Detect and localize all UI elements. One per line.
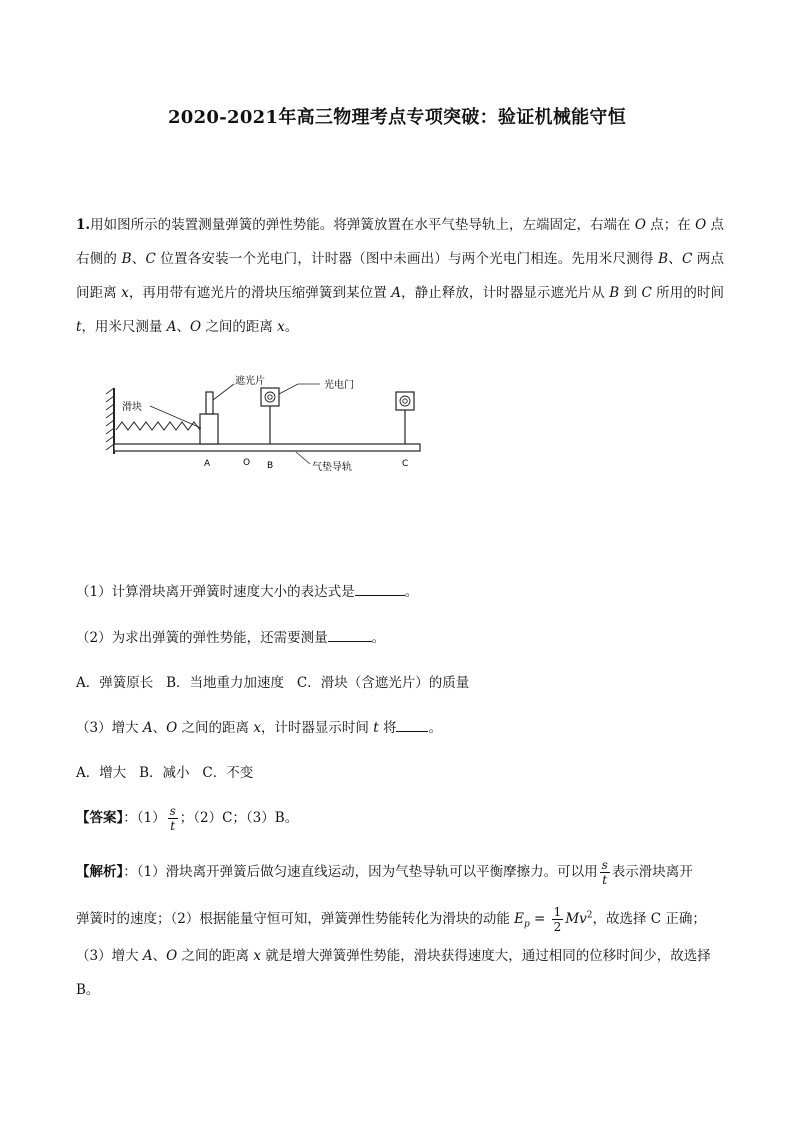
- analysis-label: 【解析】: [76, 864, 124, 880]
- slider-block: [200, 414, 218, 444]
- shading-plate: [206, 392, 213, 414]
- question-number: 1.: [76, 217, 91, 233]
- spring: [116, 422, 200, 430]
- answer-line: 【答案】：（1） $\frac{s}{t}$ ；（2）C；（3）B。: [76, 804, 299, 833]
- gate-b: [261, 388, 279, 406]
- sub-question-1: （1）计算滑块离开弹簧时速度大小的表达式是 。: [76, 580, 418, 600]
- answer-blank-1: [355, 581, 405, 596]
- wall-hatch: [106, 388, 114, 450]
- track-label: 气垫导轨: [312, 462, 352, 473]
- point-c-label: C: [402, 459, 409, 469]
- point-o-label: O: [243, 458, 251, 468]
- slider-label: 滑块: [122, 402, 142, 413]
- sub-question-2: （2）为求出弹簧的弹性势能，还需要测量 。: [76, 626, 385, 646]
- options-3: A．增大 B．减小 C．不变: [76, 765, 254, 781]
- options-2: A．弹簧原长 B．当地重力加速度 C．滑块（含遮光片）的质量: [76, 675, 470, 691]
- page-title: 2020-2021年高三物理考点专项突破：验证机械能守恒: [167, 107, 627, 128]
- question-stem: 1.用如图所示的装置测量弹簧的弹性势能。将弹簧放置在水平气垫导轨上，左端固定，右端在 O 点；在 O 点右侧的 B、C 位置各安装一个光电门，计时器（图中未画出）与两个光电门相连。先用米尺测得 B、C 两点间距离 x，再用带有遮光片的滑块压缩弹簧到某位置 A，静止释放，计时器显示遮光片从 B 到 C 所用的时间 t，用米尺测量 A、O 之间的距离 x。: [76, 217, 725, 335]
- answer-blank-2: [328, 627, 372, 642]
- analysis-line-1: 【解析】：（1）滑块离开弹簧后做匀速直线运动，因为气垫导轨可以平衡摩擦力。可以用 $\frac{s}{t}$ 表示滑块离开: [76, 858, 693, 887]
- answer-label: 【答案】: [76, 810, 124, 826]
- sub-question-3: （3）增大 A、O 之间的距离 x，计时器显示时间 t 将 。: [76, 716, 442, 736]
- point-a-label: A: [204, 459, 211, 469]
- analysis-line-3: （3）增大 A、O 之间的距离 x 就是增大弹簧弹性势能，滑块获得速度大，通过相同的位移时间少，故选择: [76, 948, 711, 964]
- point-b-label: B: [267, 461, 274, 471]
- track-pointer: [296, 452, 310, 464]
- apparatus-figure: [100, 370, 430, 485]
- shade-label: 遮光片: [235, 376, 265, 387]
- analysis-line-4: B。: [76, 982, 100, 998]
- slider-pointer: [150, 406, 201, 428]
- gate-label: 光电门: [324, 380, 354, 391]
- fraction-one-half: $\frac{1}{2}$: [553, 905, 562, 934]
- gate-c: [396, 392, 414, 410]
- analysis-line-2: 弹簧时的速度；（2）根据能量守恒可知，弹簧弹性势能转化为滑块的动能 $E_p$ = $\frac{1}{2}$ Mv$^2$，故选择 C 正确；: [76, 905, 706, 934]
- shade-pointer: [213, 384, 234, 400]
- air-track: [114, 444, 420, 451]
- fraction-s-over-t: $\frac{s}{t}$: [169, 804, 176, 833]
- answer-blank-3: [396, 717, 428, 732]
- fraction-s-over-t-2: $\frac{s}{t}$: [601, 858, 608, 887]
